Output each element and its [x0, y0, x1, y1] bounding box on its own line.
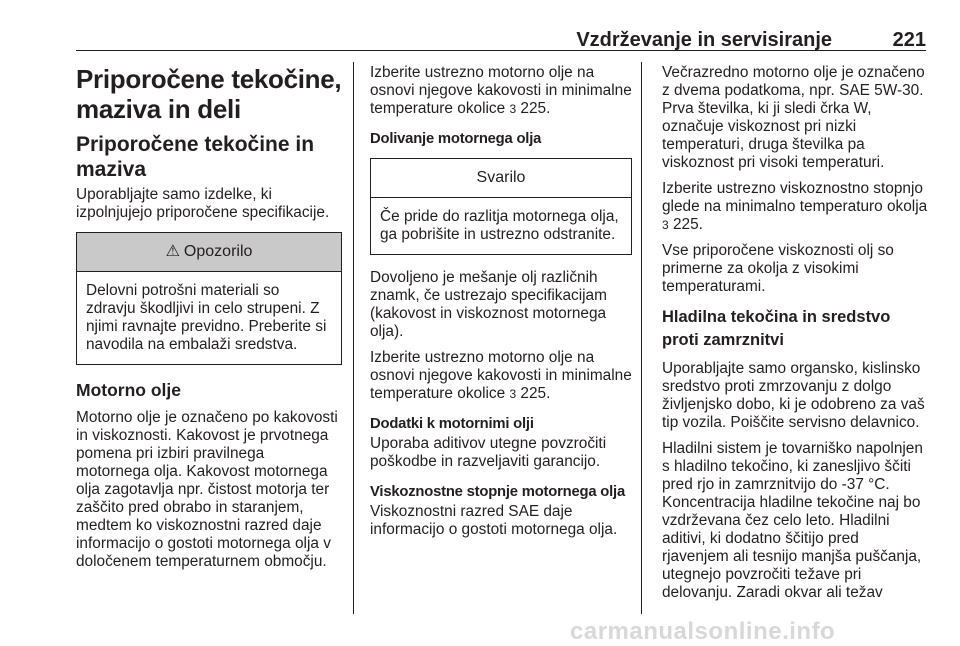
- viscosity-heading: Viskoznostne stopnje motornega olja: [370, 484, 626, 500]
- column-2: [370, 64, 632, 547]
- oil-selection-body-2: Izberite ustrezno motorno olje na osnovi njegove kakovosti in minimalne temperature okolice: [370, 349, 632, 402]
- page-ref-link[interactable]: 225.: [520, 385, 551, 402]
- additives-text: Uporaba aditivov utegne povzročiti poškodbe in razveljaviti garancijo.: [370, 435, 607, 470]
- high-temp-text: Vse priporočene viskoznosti olj so primerne za okolja z visokimi temperaturami.: [662, 242, 894, 295]
- header-rule: [76, 50, 926, 51]
- oil-selection-body: Izberite ustrezno motorno olje na osnovi njegove kakovosti in minimalne temperature okolice: [370, 64, 632, 117]
- coolant-text-2: Hladilni sistem je tovarniško napolnjen s hladilno tekočino, ki zanesljivo ščiti pred rjo in zamrznitvijo do -37 °C. Koncentracija hladilne tekočine naj bo vzdrževana čez celo leto. Hladilni aditivi, ki dodatno ščitijo pred rjavenjem ali tesnijo manjša puščanja, utegnejo povzročiti težave pri delovanju. Zaradi okvar ali težav: [662, 440, 923, 601]
- column-divider-1: [353, 62, 354, 614]
- watermark-text: carmanualsonline.info: [570, 618, 836, 645]
- column-divider-2: [641, 62, 642, 614]
- caution-box: [370, 158, 632, 255]
- warning-text: Delovni potrošni materiali so zdravju škodljivi in celo strupeni. Z njimi ravnajte previdno. Preberite si navodila na embalaži sredstva.: [86, 282, 327, 353]
- column-1: [76, 64, 342, 579]
- page-ref-link[interactable]: 225.: [520, 100, 551, 117]
- section-title: Priporočene tekočine, maziva in deli: [76, 64, 342, 124]
- intro-text: Uporabljajte samo izdelke, ki izpolnjujejo priporočene specifikacije.: [76, 186, 330, 221]
- page-ref-arrow-icon: 3: [662, 218, 669, 232]
- page-header-title: Vzdrževanje in servisiranje: [576, 29, 832, 51]
- multigrade-text: Večrazredno motorno olje je označeno z dvema podatkoma, npr. SAE 5W-30. Prva številka, ki ji sledi črka W, označuje viskoznost pri nizki temperaturi, druga številka pa viskoznost pri visoki temperaturi.: [662, 64, 925, 171]
- viscosity-selection-text: [662, 180, 928, 234]
- caution-text: Če pride do razlitja motornega olja, ga pobrišite in ustrezno odstranite.: [380, 208, 619, 243]
- page-header: [76, 29, 926, 51]
- coolant-text-1: Uporabljajte samo organsko, kislinsko sredstvo proti zmrzovanju z dolgo življenjsko dobo, ki je odobreno za vaš tip vozila. Poiščite servisno delavnico.: [662, 360, 925, 431]
- warning-box: [76, 232, 342, 365]
- page-ref-arrow-icon: 3: [509, 387, 517, 401]
- viscosity-selection-body: Izberite ustrezno viskoznostno stopnjo glede na minimalno temperaturo okolja: [662, 180, 928, 215]
- motor-oil-text: Motorno olje je označeno po kakovosti in viskoznosti. Kakovost je prvotnega pomena pri izbiri pravilnega motornega olja. Kakovost motornega olja zagotavlja npr. čistost motorja ter zaščito pred obrabo in staranjem, medtem ko viskoznostni razred daje informacijo o gostoti motornega olja v določenem temperaturnem območju.: [76, 409, 338, 570]
- column-3: [662, 64, 928, 610]
- motor-oil-heading: Motorno olje: [76, 380, 181, 400]
- top-up-heading: Dolivanje motornega olja: [370, 131, 542, 147]
- viscosity-text: Viskoznostni razred SAE daje informacijo o gostoti motornega olja.: [370, 503, 618, 538]
- oil-selection-text: [370, 64, 632, 118]
- subsection-title: Priporočene tekočine in maziva: [76, 133, 315, 181]
- additives-heading: Dodatki k motornimi olji: [370, 416, 534, 432]
- caution-box-header: Svarilo: [371, 159, 631, 198]
- page-ref-link[interactable]: 225.: [672, 216, 703, 233]
- warning-title: Opozorilo: [183, 243, 253, 260]
- oil-selection-text-2: [370, 349, 632, 403]
- page-ref-arrow-icon: 3: [509, 102, 517, 116]
- warning-box-header: [77, 233, 341, 272]
- coolant-heading: Hladilna tekočina in sredstvo proti zamrznitvi: [662, 308, 891, 349]
- warning-icon: ⚠: [165, 243, 180, 260]
- page-number: 221: [892, 29, 926, 51]
- mixing-text: Dovoljeno je mešanje olj različnih znamk, če ustrezajo specifikacijam (kakovost in viskoznost motornega olja).: [370, 269, 607, 340]
